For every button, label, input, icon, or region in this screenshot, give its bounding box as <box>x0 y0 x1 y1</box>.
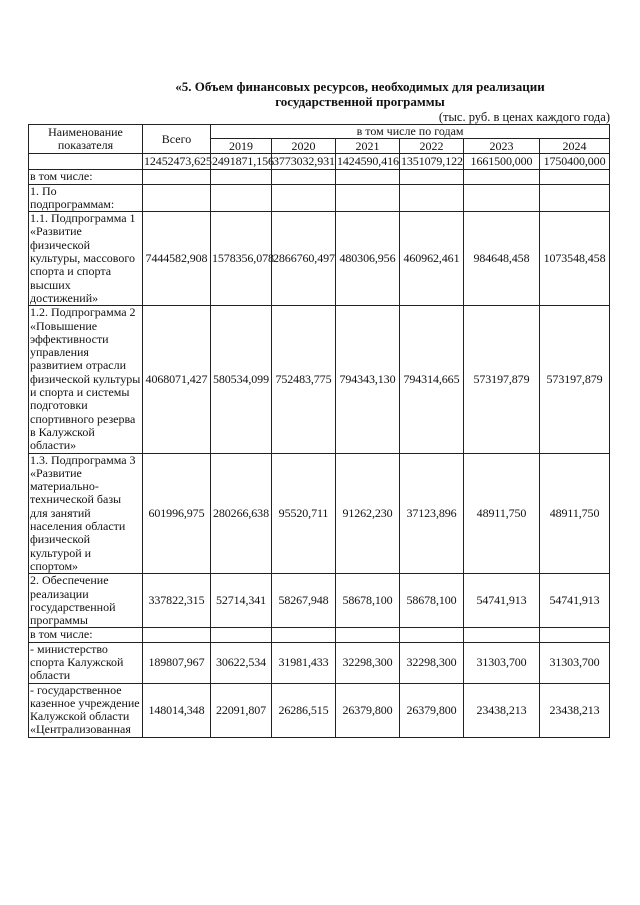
row-year-value-cell: 752483,775 <box>272 306 336 453</box>
row-year-value-cell: 794343,130 <box>336 306 400 453</box>
row-year-value-cell: 480306,956 <box>336 212 400 306</box>
row-label-cell: в том числе: <box>29 628 143 642</box>
title-line-1: «5. Объем финансовых ресурсов, необходимых для реализации <box>175 79 545 94</box>
row-year-value-cell: 794314,665 <box>400 306 464 453</box>
row-year-value-cell: 31303,700 <box>540 642 610 683</box>
row-year-value-cell: 54741,913 <box>540 574 610 628</box>
year-value-cell: 1661500,000 <box>464 154 540 170</box>
row-year-value-cell: 580534,099 <box>211 306 272 453</box>
row-year-value-cell <box>464 184 540 212</box>
row-year-value-cell: 58678,100 <box>336 574 400 628</box>
row-year-value-cell <box>400 628 464 642</box>
row-year-value-cell: 1073548,458 <box>540 212 610 306</box>
total-value-cell: 12452473,625 <box>144 154 212 169</box>
row-label-cell: - министерство спорта Калужской области <box>29 642 143 683</box>
row-year-value-cell: 48911,750 <box>540 453 610 574</box>
row-year-value-cell <box>464 628 540 642</box>
row-year-value-cell: 31981,433 <box>272 642 336 683</box>
header-name-line-1: Наименование <box>48 124 123 139</box>
table-row <box>29 306 610 453</box>
row-year-value-cell <box>272 628 336 642</box>
row-year-value-cell: 573197,879 <box>464 306 540 453</box>
row-year-value-cell: 58267,948 <box>272 574 336 628</box>
row-year-value-cell: 91262,230 <box>336 453 400 574</box>
row-year-value-cell <box>336 628 400 642</box>
row-year-value-cell: 32298,300 <box>400 642 464 683</box>
row-year-value-cell: 32298,300 <box>336 642 400 683</box>
row-year-value-cell: 23438,213 <box>464 683 540 737</box>
row-label-cell: 1.3. Подпрограмма 3 «Развитие материально-технической базы для занятий населения области физической культурой и спортом» <box>29 453 143 574</box>
header-row <box>29 125 610 139</box>
row-year-value-cell: 22091,807 <box>211 683 272 737</box>
header-name-cell <box>29 125 143 154</box>
row-year-value-cell <box>400 184 464 212</box>
row-label-cell: 1.1. Подпрограмма 1 «Развитие физической культуры, массового спорта и спорта высших достижений» <box>29 212 143 306</box>
row-year-value-cell <box>540 170 610 184</box>
units-note: (тыс. руб. в ценах каждого года) <box>438 110 610 124</box>
row-year-value-cell <box>272 184 336 212</box>
row-year-value-cell <box>211 170 272 184</box>
row-year-value-cell: 30622,534 <box>211 642 272 683</box>
row-label-cell: - государственное казенное учреждение Калужской области «Централизованная <box>29 683 143 737</box>
row-total-cell <box>143 184 211 212</box>
row-year-value-cell: 2866760,497 <box>272 212 336 306</box>
title-line-2: государственной программы <box>275 94 445 109</box>
row-year-value-cell: 460962,461 <box>400 212 464 306</box>
row-total-cell: 148014,348 <box>143 683 211 737</box>
table-row <box>29 184 610 212</box>
year-value-cell: 1351079,122 <box>401 154 463 169</box>
year-value-cell: 1750400,000 <box>540 154 610 170</box>
row-year-value-cell: 26286,515 <box>272 683 336 737</box>
row-year-value-cell: 95520,711 <box>272 453 336 574</box>
row-year-value-cell <box>464 170 540 184</box>
year-value-cell: 2491871,156 <box>212 154 274 169</box>
year-value-cell: 3773032,931 <box>273 154 335 169</box>
row-year-value-cell <box>336 184 400 212</box>
row-year-value-cell: 48911,750 <box>464 453 540 574</box>
row-year-value-cell: 26379,800 <box>336 683 400 737</box>
row-total-cell <box>143 628 211 642</box>
row-total-cell: 189807,967 <box>143 642 211 683</box>
year-value-cell: 1424590,416 <box>337 154 399 169</box>
row-year-value-cell: 984648,458 <box>464 212 540 306</box>
row-year-value-cell: 37123,896 <box>400 453 464 574</box>
header-total-cell: Всего <box>143 125 211 154</box>
row-total-cell: 601996,975 <box>143 453 211 574</box>
row-year-value-cell: 52714,341 <box>211 574 272 628</box>
row-year-value-cell <box>540 628 610 642</box>
row-year-value-cell <box>211 628 272 642</box>
row-year-value-cell <box>540 184 610 212</box>
year-cell: 2020 <box>272 139 336 154</box>
row-label-cell: 2. Обеспечение реализации государственной программы <box>29 574 143 628</box>
row-label-cell: 1. По подпрограммам: <box>29 184 143 212</box>
financing-table <box>28 124 610 738</box>
row-label-cell: в том числе: <box>29 170 143 184</box>
row-year-value-cell: 31303,700 <box>464 642 540 683</box>
document-title <box>150 79 570 109</box>
year-cell: 2024 <box>540 139 610 154</box>
row-year-value-cell: 1578356,078 <box>211 212 272 306</box>
row-year-value-cell: 573197,879 <box>540 306 610 453</box>
row-total-cell: 337822,315 <box>143 574 211 628</box>
year-cell: 2023 <box>464 139 540 154</box>
row-year-value-cell <box>211 184 272 212</box>
table-row <box>29 170 610 184</box>
table-row <box>29 453 610 574</box>
row-total-cell <box>143 170 211 184</box>
row-year-value-cell <box>400 170 464 184</box>
row-year-value-cell: 26379,800 <box>400 683 464 737</box>
header-by-years-cell: в том числе по годам <box>211 125 610 139</box>
header-name-line-2: показателя <box>57 138 114 153</box>
table-row <box>29 683 610 737</box>
totals-row <box>29 154 610 170</box>
row-year-value-cell <box>272 170 336 184</box>
row-year-value-cell: 58678,100 <box>400 574 464 628</box>
table-row <box>29 642 610 683</box>
year-cell: 2021 <box>336 139 400 154</box>
table-row <box>29 574 610 628</box>
table-row <box>29 212 610 306</box>
year-cell: 2019 <box>211 139 272 154</box>
row-label-cell: 1.2. Подпрограмма 2 «Повышение эффективности управления развитием отрасли физической культуры и спорта и системы подготовки спортивного резерва в Калужской области» <box>29 306 143 453</box>
row-total-cell: 4068071,427 <box>143 306 211 453</box>
table-row <box>29 628 610 642</box>
totals-label-cell <box>29 154 143 170</box>
row-year-value-cell: 23438,213 <box>540 683 610 737</box>
row-year-value-cell: 54741,913 <box>464 574 540 628</box>
row-year-value-cell <box>336 170 400 184</box>
row-year-value-cell: 280266,638 <box>211 453 272 574</box>
row-total-cell: 7444582,908 <box>143 212 211 306</box>
year-cell: 2022 <box>400 139 464 154</box>
